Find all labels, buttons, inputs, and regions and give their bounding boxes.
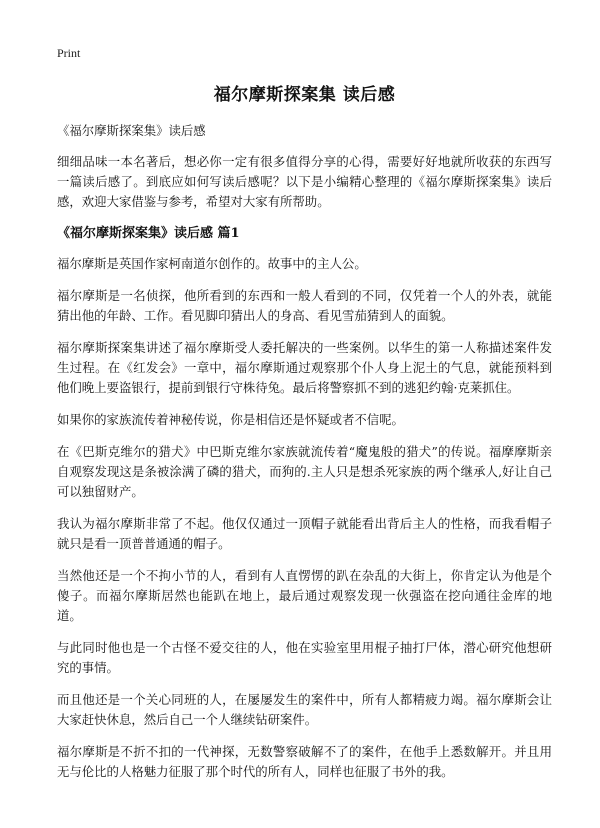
paragraph: 福尔摩斯是一名侦探，他所看到的东西和一般人看到的不同，仅凭着一个人的外表，就能猜出他的年龄、工作。看见脚印猜出人的身高、看见雪茄猜到人的面貌。	[57, 288, 552, 323]
paragraph: 在《巴斯克维尔的猎犬》中巴斯克维尔家族就流传着“魔鬼般的猎犬”的传说。福摩摩斯亲自观察发现这是条被涂满了磷的猎犬，而狗的.主人只是想杀死家族的两个继承人,好让自己可以独留财产。	[57, 444, 552, 499]
article-subtitle: 《福尔摩斯探案集》读后感	[57, 123, 206, 138]
intro-paragraph: 细细品味一本名著后，想必你一定有很多值得分享的心得，需要好好地就所收获的东西写一篇读后感了。到底应如何写读后感呢？以下是小编精心整理的《福尔摩斯探案集》读后感，欢迎大家借鉴与参考，希望对大家有所帮助。	[57, 154, 552, 209]
paragraph: 当然他还是一个不拘小节的人，看到有人直愣愣的趴在杂乱的大街上，你肯定认为他是个傻子。而福尔摩斯居然也能趴在地上，最后通过观察发现一伙强盗在挖向通往金库的地道。	[57, 568, 552, 623]
paragraph: 而且他还是一个关心同班的人，在屡屡发生的案件中，所有人都精疲力竭。福尔摩斯会让大家赶快休息，然后自己一个人继续钻研案件。	[57, 692, 552, 727]
paragraph: 福尔摩斯探案集讲述了福尔摩斯受人委托解决的一些案例。以华生的第一人称描述案件发生过程。在《红发会》一章中，福尔摩斯通过观察那个仆人身上泥土的气息，就能预料到他们晚上要盗银行，提前到银行守株待兔。最后将警察抓不到的逃犯约翰·克莱抓住。	[57, 340, 552, 395]
paragraph: 与此同时他也是一个古怪不爱交往的人，他在实验室里用棍子抽打尸体，潜心研究他想研究的事情。	[57, 640, 552, 675]
print-link[interactable]: Print	[57, 46, 81, 60]
article-body	[57, 121, 552, 794]
paragraph: 我认为福尔摩斯非常了不起。他仅仅通过一顶帽子就能看出背后主人的性格，而我看帽子就只是看一顶普普通通的帽子。	[57, 516, 552, 551]
page-title: 福尔摩斯探案集 读后感	[213, 85, 396, 105]
paragraph: 福尔摩斯是英国作家柯南道尔创作的。故事中的主人公。	[57, 256, 367, 271]
paragraph: 福尔摩斯是不折不扣的一代神探，无数警察破解不了的案件，在他手上悉数解开。并且用无与伦比的人格魅力征服了那个时代的所有人，同样也征服了书外的我。	[57, 744, 552, 779]
section-heading: 《福尔摩斯探案集》读后感 篇1	[57, 226, 240, 241]
paragraph: 如果你的家族流传着神秘传说，你是相信还是怀疑或者不信呢。	[57, 412, 404, 427]
